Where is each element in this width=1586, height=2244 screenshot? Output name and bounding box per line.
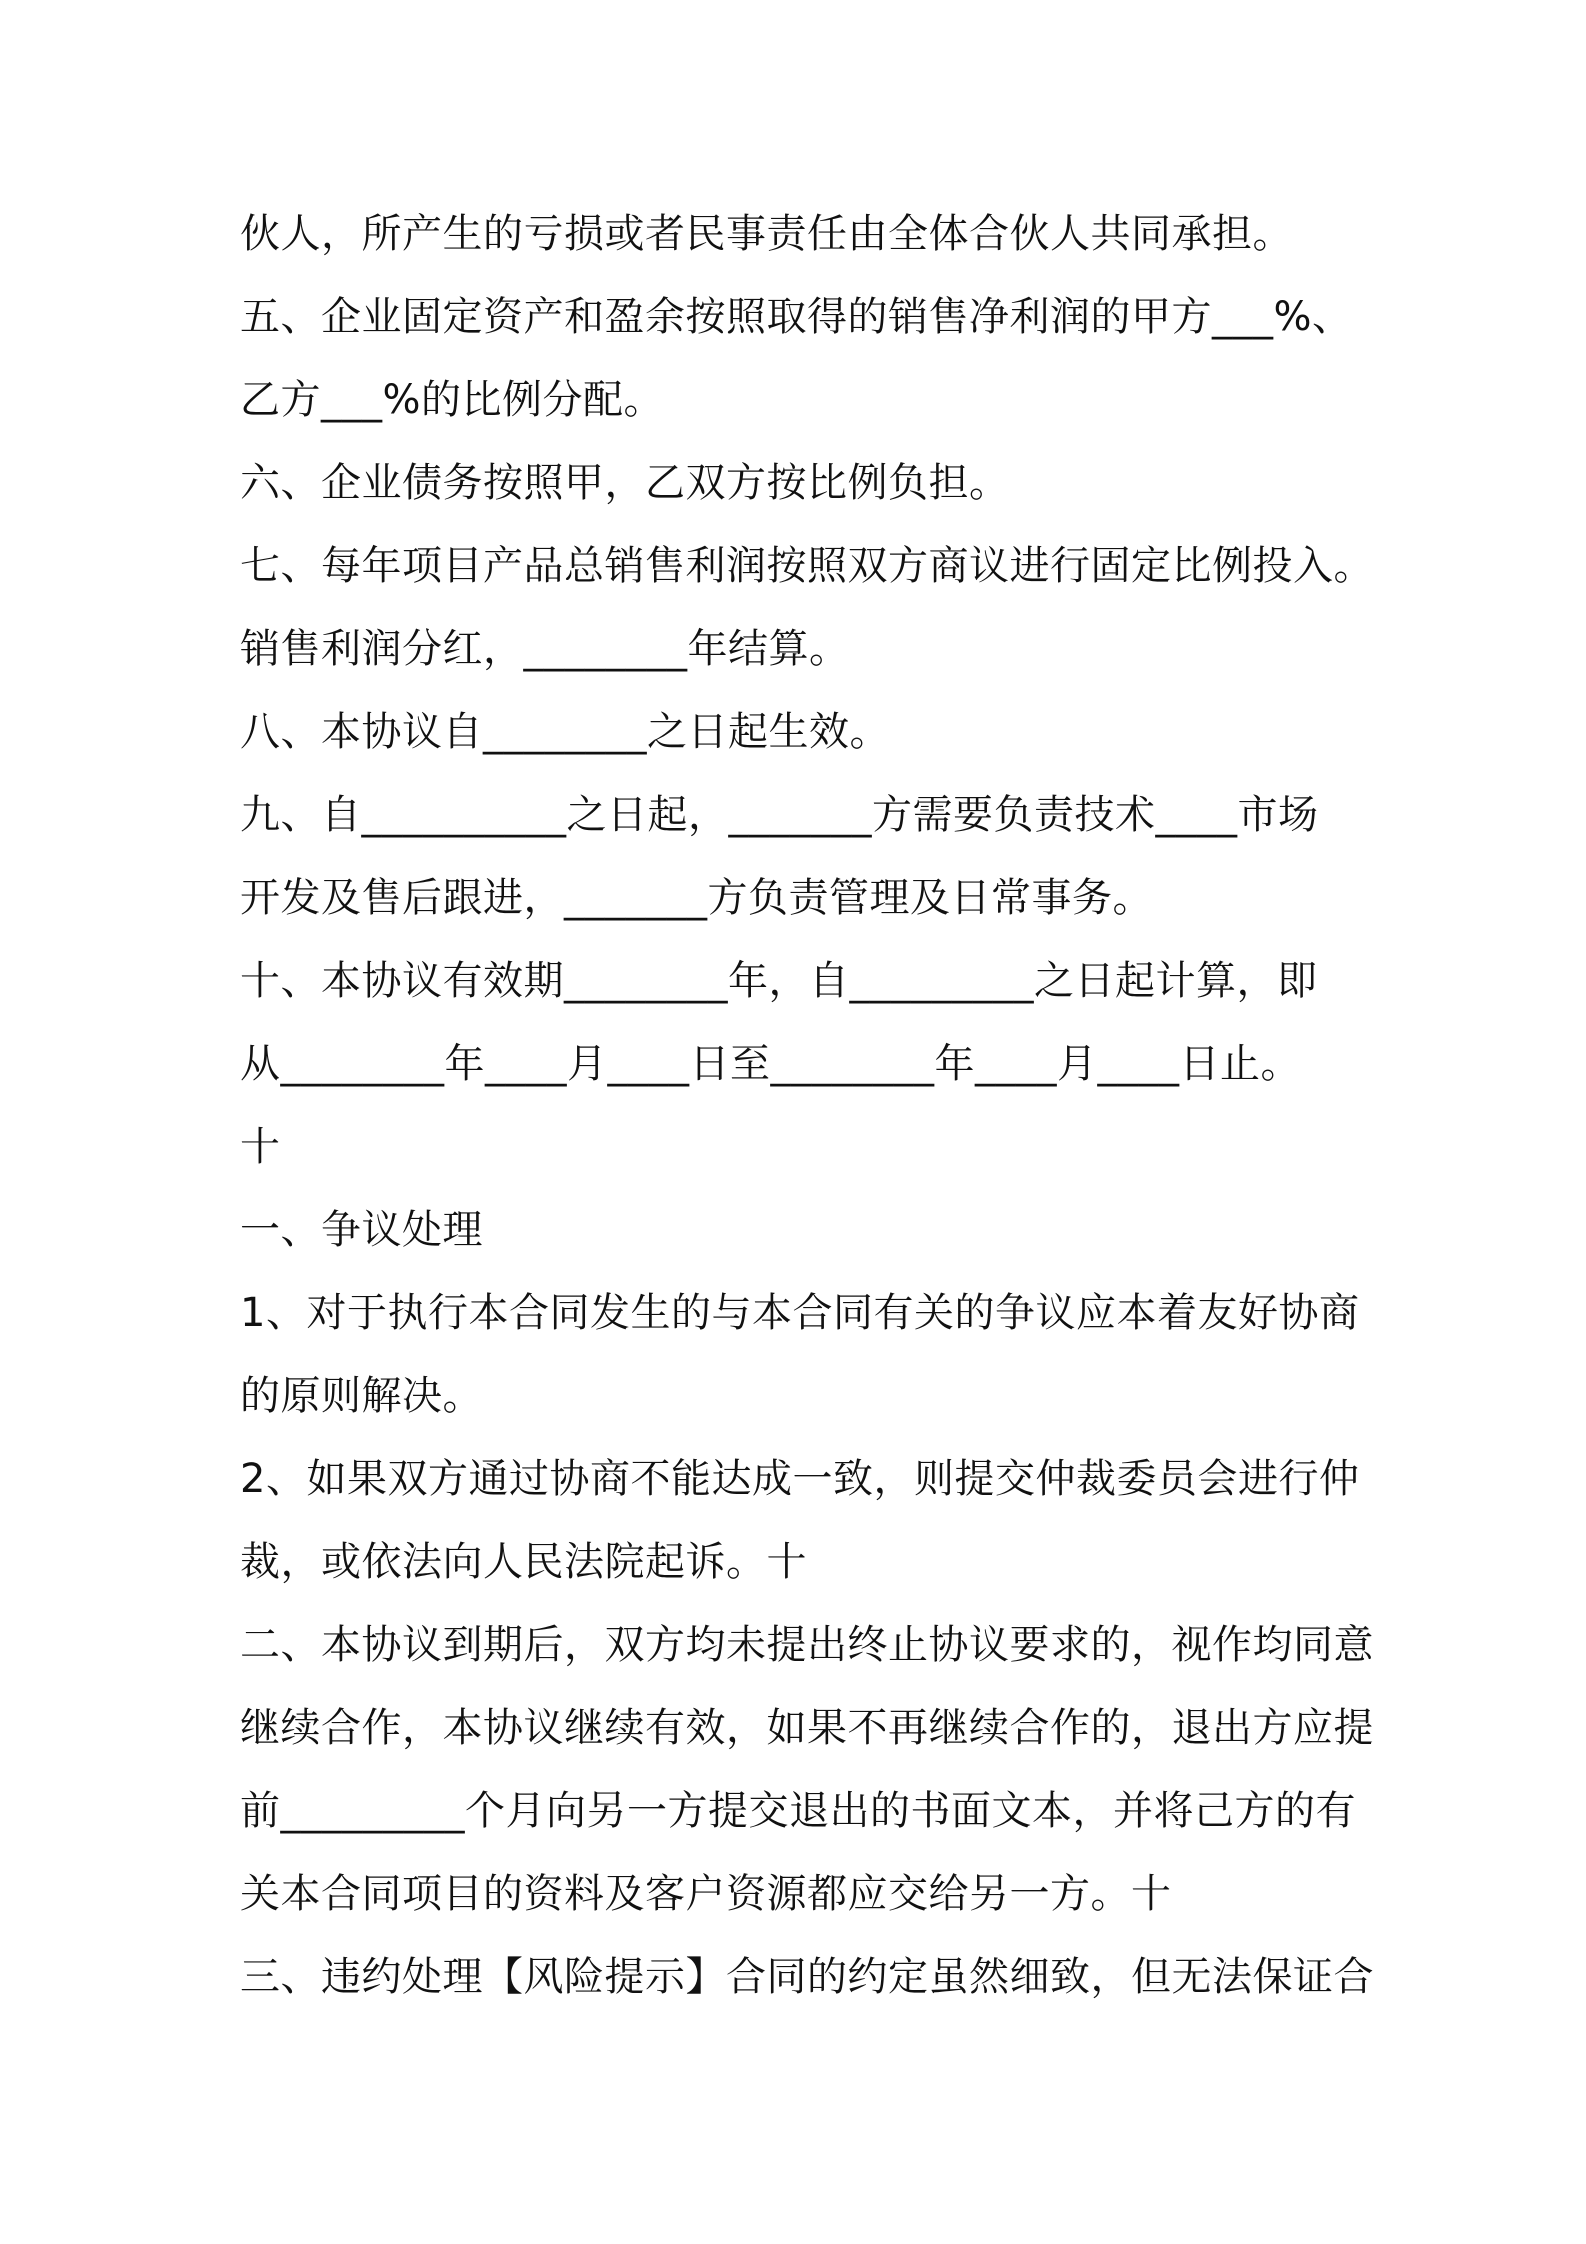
text-line: 裁，或依法向人民法院起诉。十 — [240, 1539, 807, 1585]
text-line: 销售利润分红，________年结算。 — [240, 626, 850, 672]
text-line: 继续合作，本协议继续有效，如果不再继续合作的，退出方应提 — [240, 1705, 1374, 1751]
text-line: 十 — [240, 1124, 281, 1170]
text-line: 二、本协议到期后，双方均未提出终止协议要求的，视作均同意 — [240, 1622, 1374, 1668]
text-line: 三、违约处理【风险提示】合同的约定虽然细致，但无法保证合 — [240, 1954, 1374, 2000]
text-line: 1、对于执行本合同发生的与本合同有关的争议应本着友好协商 — [240, 1290, 1360, 1336]
text-line: 六、企业债务按照甲，乙双方按比例负担。 — [240, 460, 1010, 506]
text-line: 七、每年项目产品总销售利润按照双方商议进行固定比例投入。 — [240, 543, 1374, 589]
text-line: 的原则解决。 — [240, 1373, 483, 1419]
text-line: 八、本协议自________之日起生效。 — [240, 709, 890, 755]
text-line: 乙方___%的比例分配。 — [240, 377, 665, 423]
text-line: 前_________个月向另一方提交退出的书面文本，并将己方的有 — [240, 1788, 1356, 1834]
text-line: 伙人，所产生的亏损或者民事责任由全体合伙人共同承担。 — [240, 211, 1293, 257]
text-line: 十、本协议有效期________年，自_________之日起计算，即 — [240, 958, 1318, 1004]
document-body — [240, 193, 1374, 2019]
text-line: 2、如果双方通过协商不能达成一致，则提交仲裁委员会进行仲 — [240, 1456, 1360, 1502]
text-line: 九、自__________之日起，_______方需要负责技术____市场 — [240, 792, 1319, 838]
text-line: 开发及售后跟进，_______方负责管理及日常事务。 — [240, 875, 1153, 921]
text-line: 关本合同项目的资料及客户资源都应交给另一方。十 — [240, 1871, 1172, 1917]
text-line: 从________年____月____日至________年____月____日止。 — [240, 1041, 1301, 1087]
text-line: 一、争议处理 — [240, 1207, 483, 1253]
text-line: 五、企业固定资产和盈余按照取得的销售净利润的甲方___%、 — [240, 294, 1353, 340]
